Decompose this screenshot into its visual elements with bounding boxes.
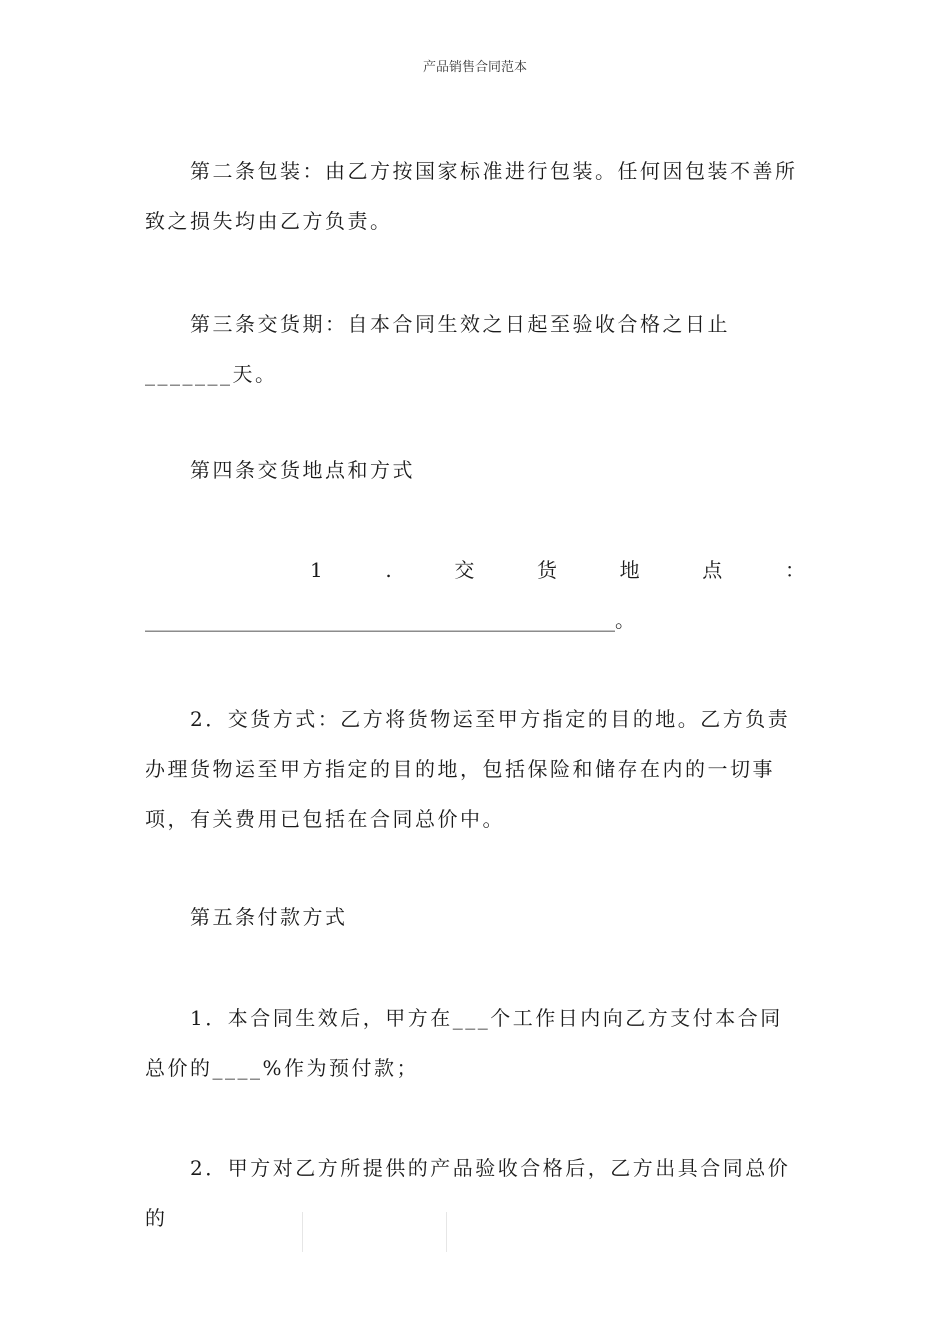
page-header-title: 产品销售合同范本 xyxy=(422,60,527,75)
clause-delivery-period: 第三条交货期：自本合同生效之日起至验收合格之日止_______天。 xyxy=(145,312,730,386)
delivery-place-char: 货 xyxy=(537,558,558,582)
delivery-place-char: 交 xyxy=(454,558,475,582)
page-edge-divider xyxy=(302,1212,303,1252)
clause-payment-1: 1．本合同生效后，甲方在___个工作日内向乙方支付本合同总价的____%作为预付款； xyxy=(145,1006,783,1080)
delivery-place-char: ： xyxy=(784,558,805,582)
delivery-place-char: 地 xyxy=(619,558,640,582)
delivery-place-blank: _______________________________________________。 xyxy=(145,608,635,632)
delivery-place-char: . xyxy=(385,558,392,582)
clause-delivery-method: 2．交货方式：乙方将货物运至甲方指定的目的地。乙方负责办理货物运至甲方指定的目的地，包括保险和储存在内的一切事项，有关费用已包括在合同总价中。 xyxy=(145,707,791,831)
clause-delivery-heading: 第四条交货地点和方式 xyxy=(190,458,415,482)
clause-payment-2: 2．甲方对乙方所提供的产品验收合格后，乙方出具合同总价的 xyxy=(145,1156,791,1230)
clause-packaging: 第二条包装：由乙方按国家标准进行包装。任何因包装不善所致之损失均由乙方负责。 xyxy=(145,159,798,233)
delivery-place-char: 1 xyxy=(310,558,323,582)
clause-payment-heading: 第五条付款方式 xyxy=(190,905,348,929)
page-edge-divider xyxy=(446,1212,447,1252)
delivery-place-char: 点 xyxy=(702,558,723,582)
delivery-place-label xyxy=(145,545,805,595)
